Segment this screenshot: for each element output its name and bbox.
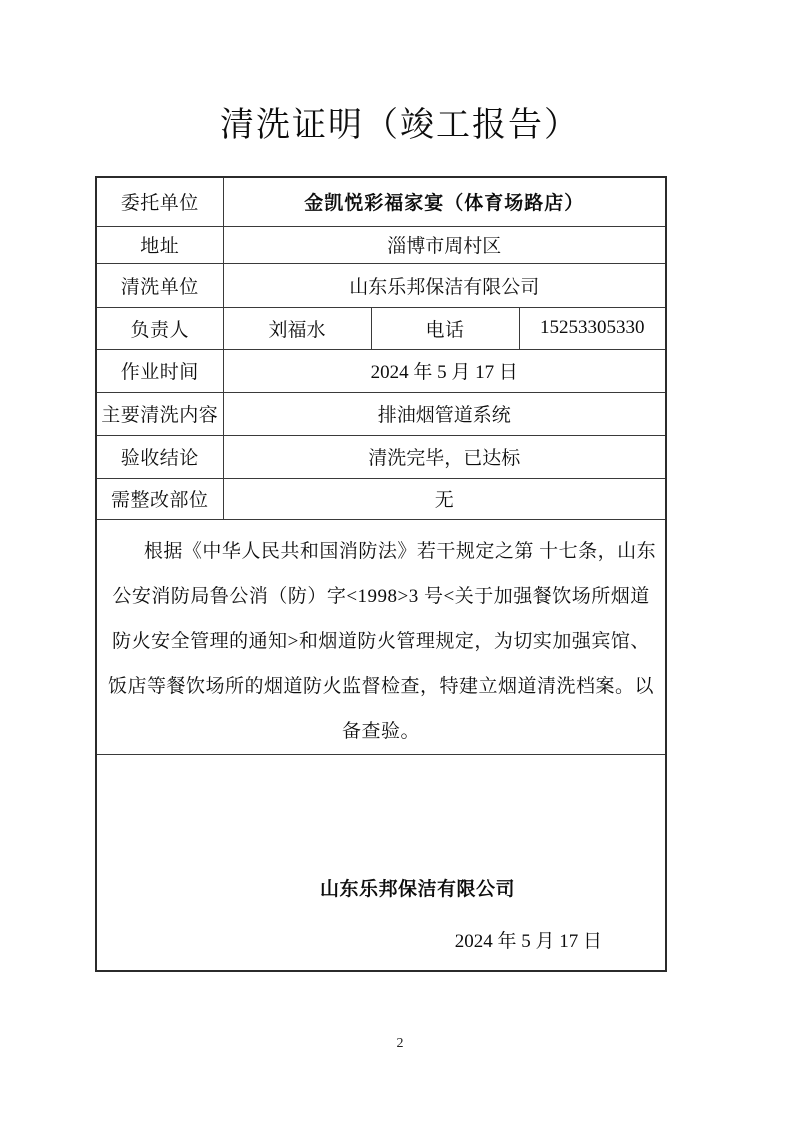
address-label: 地址 xyxy=(96,226,223,263)
work-time-value: 2024 年 5 月 17 日 xyxy=(223,349,666,392)
table-row xyxy=(96,478,666,519)
signature-company-name: 山东乐邦保洁有限公司 xyxy=(320,879,516,901)
responsible-person-label: 负责人 xyxy=(96,307,223,349)
cleaning-report-table xyxy=(95,176,667,972)
rectification-value: 无 xyxy=(223,478,666,519)
acceptance-conclusion-label: 验收结论 xyxy=(96,435,223,478)
table-row xyxy=(96,435,666,478)
signature-date: 2024 年 5 月 17 日 xyxy=(454,931,603,952)
table-row xyxy=(96,263,666,307)
rectification-label: 需整改部位 xyxy=(96,478,223,519)
document-title: 清洗证明（竣工报告） xyxy=(220,107,580,144)
table-row xyxy=(96,349,666,392)
table-row xyxy=(96,519,666,754)
address-value: 淄博市周村区 xyxy=(223,226,666,263)
cleaning-unit-label: 清洗单位 xyxy=(96,263,223,307)
signature-cell xyxy=(96,754,666,971)
cleaning-content-label: 主要清洗内容 xyxy=(96,392,223,435)
phone-value: 15253305330 xyxy=(519,307,666,349)
acceptance-conclusion-value: 清洗完毕，已达标 xyxy=(223,435,666,478)
responsible-person-value: 刘福水 xyxy=(223,307,371,349)
work-time-label: 作业时间 xyxy=(96,349,223,392)
table-row xyxy=(96,392,666,435)
client-unit-value: 金凯悦彩福家宴（体育场路店） xyxy=(223,177,666,226)
page-number: 2 xyxy=(396,1036,404,1051)
table-row xyxy=(96,754,666,971)
client-unit-label: 委托单位 xyxy=(96,177,223,226)
notice-paragraph: 根据《中华人民共和国消防法》若干规定之第 十七条，山东公安消防局鲁公消（防）字<1998>3 号<关于加强餐饮场所烟道防火安全管理的通知>和烟道防火管理规定，为切实加强宾馆、饭店等餐饮场所的烟道防火监督检查，特建立烟道清洗档案。以备查验。 xyxy=(96,519,666,754)
table-row xyxy=(96,307,666,349)
table-row xyxy=(96,226,666,263)
cleaning-content-value: 排油烟管道系统 xyxy=(223,392,666,435)
phone-label: 电话 xyxy=(371,307,519,349)
table-row xyxy=(96,177,666,226)
cleaning-unit-value: 山东乐邦保洁有限公司 xyxy=(223,263,666,307)
